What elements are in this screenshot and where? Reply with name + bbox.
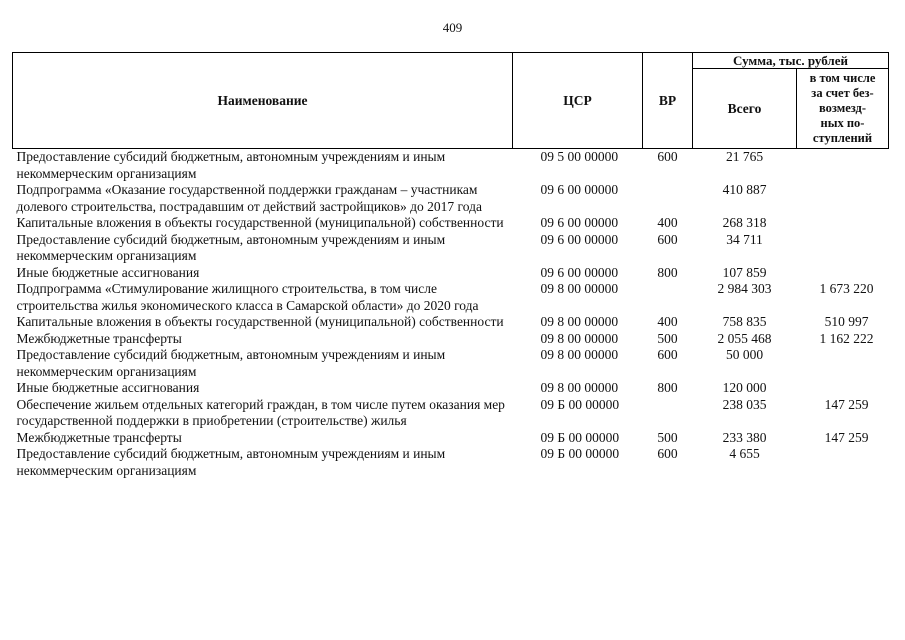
row-vr: 800	[657, 264, 678, 280]
row-incl	[797, 380, 889, 397]
row-incl: 510 997	[824, 314, 869, 329]
row-csr: 09 Б 00 00000	[540, 446, 620, 461]
table-row	[13, 430, 889, 447]
header-csr: ЦСР	[513, 53, 643, 149]
row-vr: 600	[657, 347, 678, 362]
header-name: Наименование	[13, 53, 513, 149]
row-csr: 09 6 00 00000	[540, 231, 619, 247]
row-csr: 09 6 00 00000	[540, 182, 619, 197]
row-name: Обеспечение жильем отдельных категорий граждан, в том числе путем оказания мер государственной поддержки в приобретении (строительстве) жилья	[16, 396, 505, 428]
row-csr: 09 8 00 00000	[540, 347, 619, 362]
header-vr: ВР	[643, 53, 693, 149]
row-csr: 09 5 00 00000	[540, 149, 619, 164]
table-row	[13, 281, 889, 314]
row-vr: 500	[657, 330, 678, 346]
row-total: 120 000	[722, 380, 767, 395]
row-vr: 600	[657, 231, 678, 247]
table-body	[13, 149, 889, 480]
row-incl	[797, 182, 889, 215]
header-sum: Сумма, тыс. рублей	[693, 53, 889, 69]
row-csr: 09 6 00 00000	[540, 264, 619, 280]
row-csr: 09 8 00 00000	[540, 281, 619, 296]
row-name: Межбюджетные трансферты	[16, 429, 182, 445]
header-incl-line: ных по-	[820, 116, 865, 130]
row-total: 34 711	[726, 231, 763, 247]
row-csr: 09 8 00 00000	[540, 330, 619, 346]
row-total: 50 000	[725, 347, 764, 362]
table-row	[13, 149, 889, 183]
row-name: Иные бюджетные ассигнования	[16, 380, 200, 395]
row-csr: 09 Б 00 00000	[540, 396, 620, 412]
row-incl	[797, 232, 889, 265]
row-incl	[797, 149, 889, 183]
row-total: 4 655	[729, 446, 760, 461]
row-vr	[643, 397, 693, 430]
table-row	[13, 331, 889, 348]
row-name: Предоставление субсидий бюджетным, автономным учреждениям и иным некоммерческим организациям	[16, 149, 446, 181]
row-total: 238 035	[722, 396, 767, 412]
row-vr: 600	[657, 149, 678, 164]
table-row	[13, 265, 889, 282]
row-name: Предоставление субсидий бюджетным, автономным учреждениям и иным некоммерческим организациям	[16, 347, 446, 379]
row-vr: 400	[657, 314, 678, 329]
row-incl: 1 162 222	[819, 330, 874, 346]
table-row	[13, 215, 889, 232]
table-row	[13, 380, 889, 397]
row-total: 233 380	[722, 429, 767, 445]
table-row	[13, 446, 889, 479]
header-incl-line: в том числе	[809, 71, 876, 85]
row-total: 410 887	[722, 182, 767, 197]
table-row	[13, 397, 889, 430]
row-total: 107 859	[722, 264, 767, 280]
header-incl-line: ступлений	[812, 131, 873, 145]
row-total: 268 318	[722, 215, 767, 230]
row-name: Межбюджетные трансферты	[16, 330, 182, 346]
row-total: 21 765	[725, 149, 764, 164]
row-incl: 147 259	[824, 429, 869, 445]
row-incl	[797, 215, 889, 232]
row-name: Подпрограмма «Оказание государственной поддержки гражданам – участникам долевого строительства, пострадавшим от действий застройщиков» до 2017 года	[16, 182, 482, 214]
row-csr: 09 8 00 00000	[540, 380, 619, 395]
table-row	[13, 314, 889, 331]
header-incl-line: возмезд-	[818, 101, 867, 115]
table-header	[13, 53, 889, 149]
row-incl: 147 259	[824, 396, 869, 412]
row-csr: 09 Б 00 00000	[540, 429, 620, 445]
row-name: Капитальные вложения в объекты государственной (муниципальной) собственности	[16, 314, 504, 329]
row-total: 2 055 468	[717, 330, 772, 346]
header-incl-line: за счет без-	[811, 86, 874, 100]
row-total: 758 835	[722, 314, 767, 329]
row-name: Предоставление субсидий бюджетным, автономным учреждениям и иным некоммерческим организациям	[16, 446, 446, 478]
row-total: 2 984 303	[717, 281, 772, 296]
header-total: Всего	[693, 69, 797, 149]
table-row	[13, 347, 889, 380]
table-row	[13, 182, 889, 215]
row-csr: 09 6 00 00000	[540, 215, 619, 230]
row-name: Подпрограмма «Стимулирование жилищного строительства, в том числе строительства жилья экономического класса в Самарской области» до 2020 года	[16, 281, 479, 313]
row-csr: 09 8 00 00000	[540, 314, 619, 329]
row-incl	[797, 347, 889, 380]
budget-table	[12, 52, 889, 479]
row-vr	[643, 281, 693, 314]
row-vr: 600	[657, 446, 678, 461]
row-vr: 400	[657, 215, 678, 230]
table-row	[13, 232, 889, 265]
row-vr: 800	[657, 380, 678, 395]
row-incl	[797, 265, 889, 282]
header-incl	[797, 69, 889, 149]
row-incl: 1 673 220	[819, 281, 874, 296]
row-name: Капитальные вложения в объекты государственной (муниципальной) собственности	[16, 215, 504, 230]
row-incl	[797, 446, 889, 479]
row-name: Предоставление субсидий бюджетным, автономным учреждениям и иным некоммерческим организациям	[16, 231, 446, 263]
row-name: Иные бюджетные ассигнования	[16, 264, 200, 280]
row-vr	[643, 182, 693, 215]
row-vr: 500	[657, 429, 678, 445]
page-number: 409	[442, 20, 463, 35]
